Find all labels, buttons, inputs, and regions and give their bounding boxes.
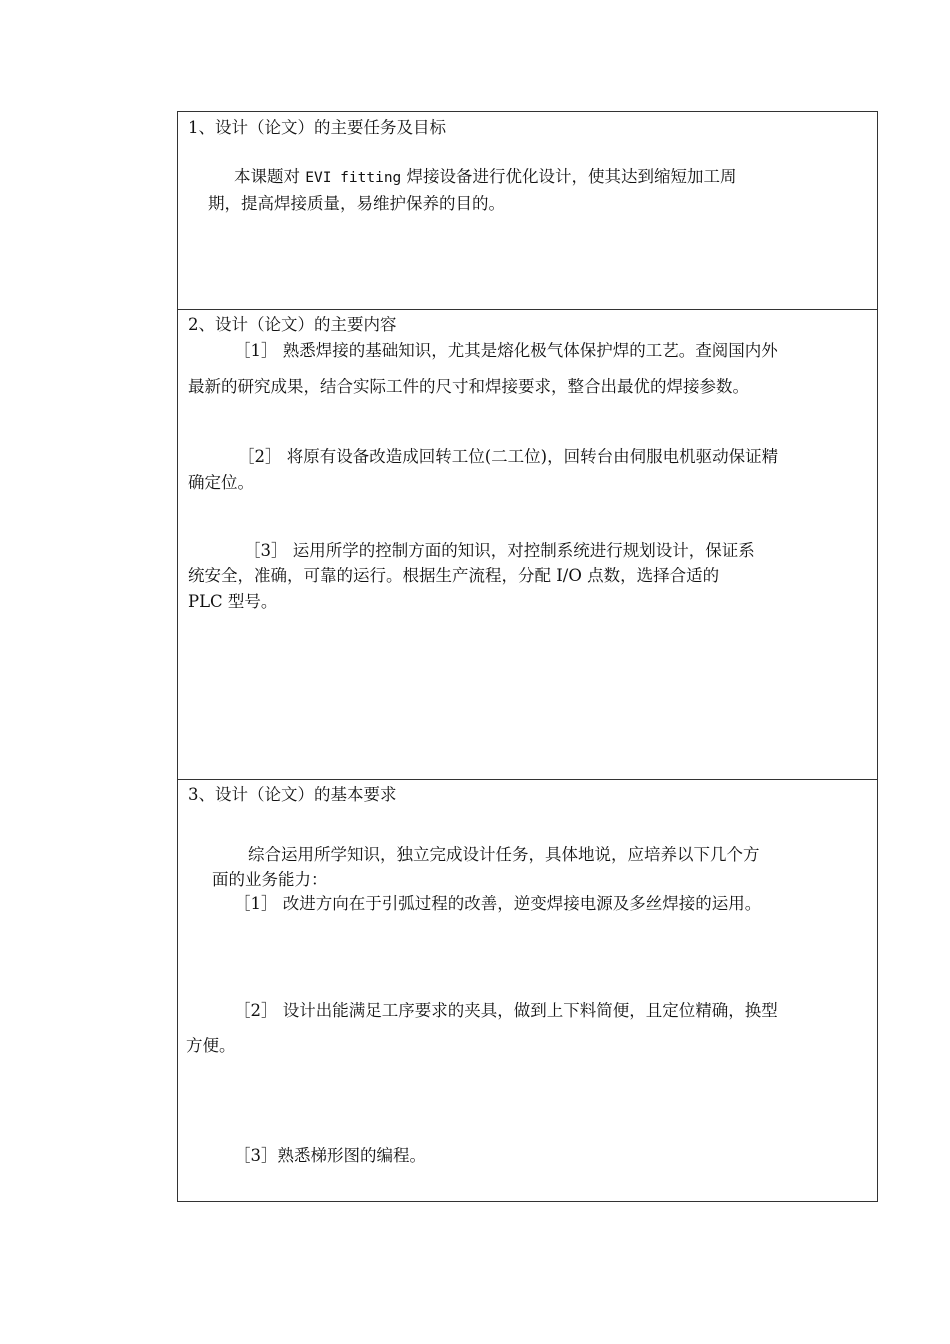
requirement-item-1: ［1］ 改进方向在于引弧过程的改善，逆变焊接电源及多丝焊接的运用。 (234, 894, 762, 913)
section-task-goal (178, 112, 877, 309)
requirement-item-2-line1: ［2］ 设计出能满足工序要求的夹具，做到上下料简便，且定位精确，换型 (234, 1001, 778, 1020)
requirement-item-2-line2: 方便。 (186, 1036, 236, 1055)
section1-paragraph-line2: 期，提高焊接质量，易维护保养的目的。 (208, 194, 505, 213)
content-item-2-line2: 确定位。 (188, 473, 254, 492)
section2-heading: 2、设计（论文）的主要内容 (188, 315, 397, 334)
section1-heading: 1、设计（论文）的主要任务及目标 (188, 118, 446, 137)
requirement-item-3: ［3］熟悉梯形图的编程。 (234, 1146, 426, 1165)
section-main-content (178, 309, 877, 779)
content-item-2-line1: ［2］ 将原有设备改造成回转工位(二工位)，回转台由伺服电机驱动保证精 (238, 447, 779, 466)
content-item-3-line2: 统安全，准确，可靠的运行。根据生产流程，分配 I/O 点数，选择合适的 (188, 566, 720, 585)
content-item-1-line1: ［1］ 熟悉焊接的基础知识，尤其是熔化极气体保护焊的工艺。查阅国内外 (234, 341, 778, 360)
content-item-3-line3: PLC 型号。 (188, 592, 278, 611)
requirements-intro-line1: 综合运用所学知识，独立完成设计任务，具体地说，应培养以下几个方 (248, 845, 760, 864)
content-item-1-line2: 最新的研究成果，结合实际工件的尺寸和焊接要求，整合出最优的焊接参数。 (188, 377, 749, 396)
content-item-3-line1: ［3］ 运用所学的控制方面的知识，对控制系统进行规划设计，保证系 (244, 541, 755, 560)
section1-paragraph-line1: 本课题对 EVI fitting 焊接设备进行优化设计，使其达到缩短加工周 (234, 167, 737, 186)
task-table (177, 111, 878, 1202)
requirements-intro-line2: 面的业务能力： (212, 870, 328, 889)
section-basic-requirements (178, 779, 877, 1201)
section3-heading: 3、设计（论文）的基本要求 (188, 785, 397, 804)
